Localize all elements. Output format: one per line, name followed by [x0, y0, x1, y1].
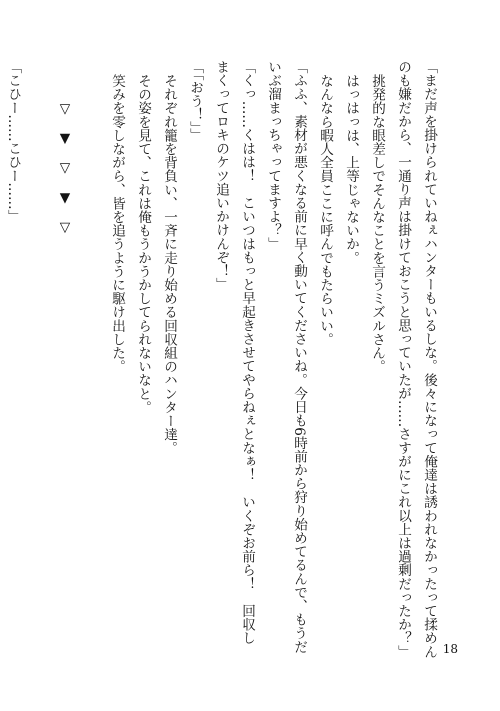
- blank-line-2: [26, 60, 52, 580]
- text-line-2: のも嫌だから、一通り声は掛けておこうと思っていたが……さすがにこれ以上は過剰だったか？」: [395, 60, 411, 659]
- text-line-10: 「「おう！」」: [187, 60, 203, 142]
- text-line-3: 挑発的な眼差しでそんなことを言うミズルさん。: [369, 73, 385, 373]
- text-line-5: なんなら暇人全員ここに呼んでもたらいい。: [317, 73, 333, 346]
- text-line-17: 「こひー……こひー……」: [5, 60, 21, 224]
- text-line-8: 「くっ……くはは！ こいつはもっと早起きさせてやらねぇとなぁ！ いくぞお前ら！ 回収し: [239, 60, 255, 645]
- page-number: 18: [442, 642, 458, 656]
- blank-line-1: [78, 60, 104, 580]
- text-line-9: まくってロキのケツ追いかけんぞ！」: [213, 60, 229, 292]
- text-line-4: はっはっは、上等じゃないか。: [343, 73, 359, 264]
- vertical-text-body: [5, 60, 442, 659]
- text-line-7: いぶ溜まっちゃってますよ？」: [265, 60, 281, 251]
- text-line-1: 「まだ声を掛けられていねぇハンターもいるしな。後々になって俺達は誘われなかったって揉めん: [421, 60, 437, 659]
- text-line-13: 笑みを零しながら、皆を追うように駆け出した。: [109, 73, 125, 373]
- text-line-11: それぞれ籠を背負い、一斉に走り始める回収組のハンター達。: [161, 73, 177, 455]
- text-line-12: その姿を見て、これは俺もうかうかしてられないなと。: [135, 73, 151, 414]
- text-line-6: 「ふふ、素材が悪くなる前に早く動いてくださいね。今日も6時前から狩り始めてるんで、もうだ: [291, 60, 307, 654]
- scene-break-marker: ▽ ▼ ▽ ▼ ▽: [57, 100, 73, 236]
